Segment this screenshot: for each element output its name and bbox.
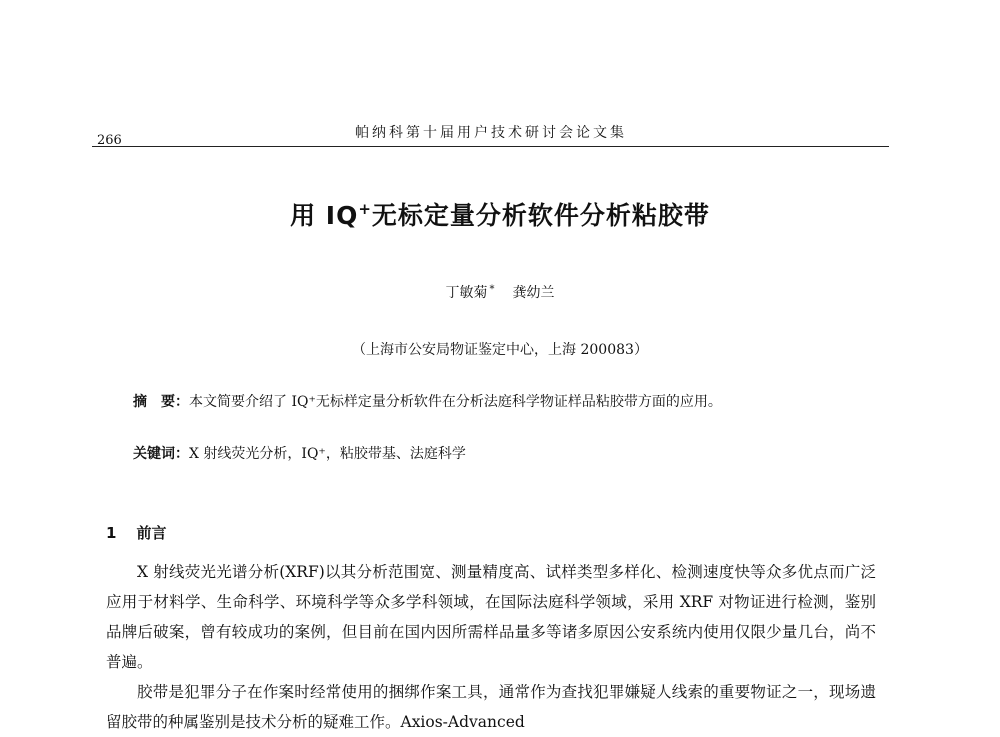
- keywords-text: X 射线荧光分析，IQ⁺，粘胶带基、法庭科学: [189, 446, 466, 462]
- author-second: 龚幼兰: [512, 285, 555, 301]
- paper-title: [0, 196, 1000, 232]
- abstract-label: 摘 要：: [133, 394, 189, 410]
- section-number: 1: [106, 524, 117, 542]
- abstract: [133, 390, 873, 415]
- affiliation: （上海市公安局物证鉴定中心，上海 200083）: [352, 342, 648, 358]
- abstract-text: 本文简要介绍了 IQ⁺无标样定量分析软件在分析法庭科学物证样品粘胶带方面的应用。: [189, 394, 722, 410]
- keywords: [133, 443, 873, 463]
- title-prefix: 用 IQ: [290, 201, 359, 230]
- running-header: 帕纳科第十届用户技术研讨会论文集: [355, 125, 627, 141]
- authors: [0, 282, 1000, 302]
- title-superscript: +: [358, 200, 372, 218]
- body-paragraph-2: 胶带是犯罪分子在作案时经常使用的捆绑作案工具，通常作为查找犯罪嫌疑人线索的重要物证之一，现场遗留胶带的种属鉴别是技术分析的疑难工作。Axios-Advanced: [106, 683, 876, 731]
- author-first: 丁敏菊: [445, 285, 488, 301]
- body-paragraph-1: X 射线荧光光谱分析(XRF)以其分析范围宽、测量精度高、试样类型多样化、检测速度快等众多优点而广泛应用于材料学、生命科学、环境科学等众多学科领域，在国际法庭科学领域，采用 XRF 对物证进行检测，鉴别品牌后破案，曾有较成功的案例，但目前在国内因所需样品量多等诸多原因公安系统内使用仅限少量几台，尚不普遍。: [106, 563, 876, 671]
- page-number: 266: [97, 133, 122, 148]
- section-title: 前言: [136, 524, 167, 542]
- title-suffix: 无标定量分析软件分析粘胶带: [371, 201, 710, 230]
- header-rule: [92, 146, 889, 147]
- section-heading: [106, 522, 166, 543]
- body-text: [106, 557, 876, 737]
- keywords-label: 关键词：: [133, 446, 189, 462]
- author-first-mark: *: [489, 284, 495, 295]
